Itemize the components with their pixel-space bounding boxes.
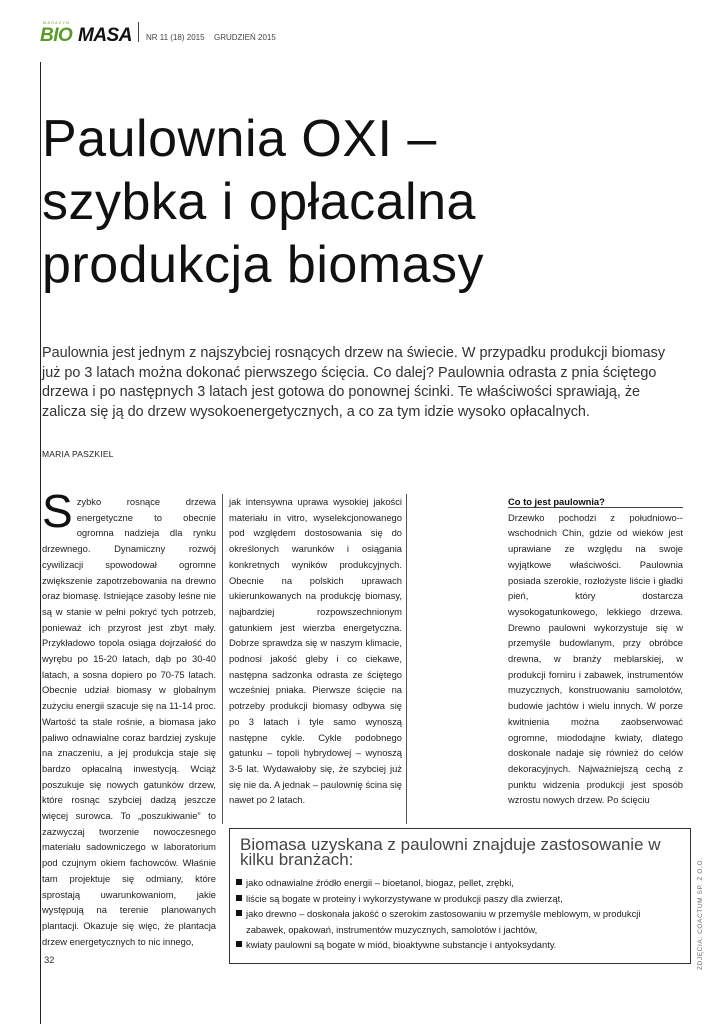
sidebar-rule: [508, 507, 683, 508]
photo-credit: ZDJĘCIA: COACTUM SP. Z O.O.: [697, 857, 704, 970]
logo-bio: BIO: [40, 25, 73, 46]
list-item: jako drewno – doskonała jakość o szerokim zastosowaniu w przemyśle meblowym, w produkcji zabawek, opakowań, instrumentów muzycznych, samolotów i jachtów,: [236, 906, 682, 937]
article-title: [42, 108, 682, 297]
article-author: MARIA PASZKIEL: [42, 449, 114, 459]
title-line: Paulownia OXI –: [42, 110, 437, 168]
square-bullet-icon: [236, 895, 242, 901]
sidebar-text: Drzewko pochodzi z południowo--wschodnich Chin, gdzie od wieków jest uprawiane ze względu na swoje wyjątkowe właściwości. Paulownia posiada szerokie, rozłożyste liście i gładki pień, który dostarcza wysokogatunkowego, lekkiego drzewa. Drewno paulowni wykorzystuje się w przemyśle budowlanym, przy obróbce drewna, w branży meblarskiej, w produkcji forniru i zabawek, instrumentów muzycznych, konstruowaniu samolotów, budowie jachtów i wielu innych. W porze kwitnienia można zaobserwować ogromne, miododajne kwiaty, dlatego doskonale nadaje się również do celów dekoracyjnych. Najważniejszą cechą z punktu widzenia produkcji jest sposób wzrostu nowych drzew. Po ścięciu: [508, 511, 683, 806]
drop-cap: S: [42, 485, 73, 537]
column-2-text: jak intensywna uprawa wysokiej jakości materiału in vitro, wyselekcjonowanego pod względem dostosowania się do określonych warunków i osiągania konkretnych wyników produkcyjnych. Obecnie na polskich uprawach ukierunkowanych na produkcję biomasy, najbardziej rozpowszechnionym gatunkiem jest wierzba energetyczna. Dobrze sprawdza się w naszym klimacie, podnosi jakość gleby i co ciekawe, następna sadzonka odrasta ze ściętego wcześniej pniaka. Pierwsze ścięcie na potrzeby produkcji biomasy odbywa się po 3 latach i tyle samo wynoszą następne cykle. Cykle podobnego gatunku – topoli hybrydowej – wynoszą 3-5 lat. Wydawałoby się, że szybciej już się nie da. A jednak – paulownię ścina się nawet po 2 latach.: [229, 496, 402, 806]
column-divider: [406, 494, 407, 824]
info-box: [229, 828, 691, 964]
article-lead: Paulownia jest jednym z najszybciej rosnących drzew na świecie. W przypadku produkcji biomasy już po 3 latach można dokonać pierwszego ścięcia. Co dalej? Paulownia odrasta z pnia ściętego drzewa i po następnych 3 latach jest gotowa do ponownej ścinki. Te właściwości sprawiają, że zalicza się ją do drzew wysokoenergetycznych, a co za tym idzie wysoko opłacalnych.: [42, 345, 666, 420]
page-number: 32: [44, 955, 55, 966]
sidebar-title: Co to jest paulownia?: [508, 496, 605, 507]
title-line: produkcja biomasy: [42, 236, 485, 294]
issue-number: NR 11 (18) 2015: [146, 33, 205, 42]
left-margin-line: [40, 62, 41, 1024]
info-box-title: Biomasa uzyskana z paulowni znajduje zastosowanie w kilku branżach:: [240, 835, 661, 869]
info-box-list: [236, 875, 682, 953]
logo-masa: MASA: [78, 25, 132, 46]
column-1-text: zybko rosnące drzewa energetyczne to obecnie ogromna nadzieja dla rynku drzewnego. Dynamiczny rozwój cywilizacji spowodował ogromne zwiększenie zapotrzebowania na drewno oraz biomasę. Istniejące zasoby leśne nie są w stanie w pełni pokryć tych potrzeb, ponieważ ich przyrost jest zbyt mały. Przykładowo topola osiąga dojrzałość do wyrębu po 15-20 latach, dąb po 30-40 latach, a sosna dopiero po 70-75 latach. Obecnie udział biomasy w globalnym zużyciu energii szacuje się na 11-14 proc. Wartość ta stale rośnie, a biomasa jako paliwo odnawialne coraz bardziej zyskuje na znaczeniu, a jej produkcja staje się bardzo opłacalną inwestycją. Wciąż poszukuje się nowych gatunków drzew, które rosnąc szybciej dadzą jeszcze więcej surowca. To „poszukiwanie” to zazwyczaj tworzenie nowoczesnego materiału sadowniczego w laboratorium pod czujnym okiem fachowców. Właśnie tam projektuje się odmiany, które sprostają uwarunkowaniom, jakie występują na terenie planowanych plantacji. Okazuje się więc, że plantacja drzew energetycznych to nic innego,: [42, 496, 216, 947]
square-bullet-icon: [236, 879, 242, 885]
list-item: jako odnawialne źródło energii – bioetanol, biogaz, pellet, zrębki,: [236, 875, 682, 891]
sidebar-column: [508, 494, 683, 808]
column-1: [42, 485, 216, 949]
magazine-logo: [40, 20, 132, 46]
list-item: kwiaty paulowni są bogate w miód, bioaktywne substancje i antyoksydanty.: [236, 937, 682, 953]
list-item: liście są bogate w proteiny i wykorzystywane w produkcji paszy dla zwierząt,: [236, 891, 682, 907]
column-divider: [222, 494, 223, 824]
header-divider: [138, 22, 139, 42]
square-bullet-icon: [236, 941, 242, 947]
issue-date: GRUDZIEŃ 2015: [214, 33, 276, 42]
logo-small-text: MAGAZYN: [43, 20, 70, 25]
title-line: szybka i opłacalna: [42, 173, 476, 231]
page-header: [40, 18, 700, 48]
column-2: [229, 494, 402, 808]
square-bullet-icon: [236, 910, 242, 916]
